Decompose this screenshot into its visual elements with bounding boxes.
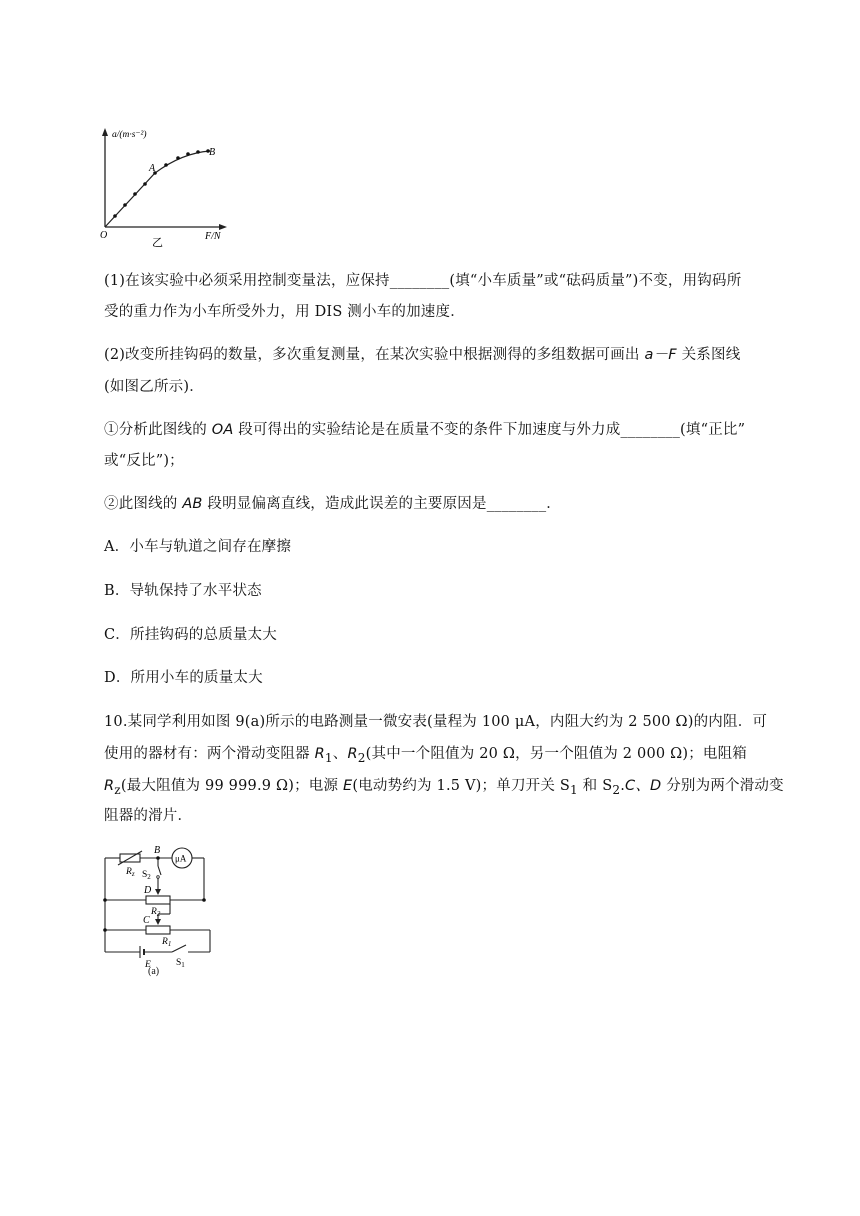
junction-dot [202,898,206,902]
option-d: D．所用小车的质量太大 [104,670,263,686]
point-b-label: B [209,147,216,158]
r2-subscript: 2 [357,750,366,765]
s1-switch [172,945,186,952]
a-f-curve [105,151,210,227]
r1-symbol: R [314,746,325,762]
question-10-line-2 [104,739,764,773]
subquestion-2-post: 段明显偏离直线，造成此误差的主要原因是________． [202,496,562,512]
circuit-caption: (a) [148,966,160,977]
s1-subscript: 1 [569,782,578,797]
option-c: C．所挂钩码的总质量太大 [104,627,277,643]
cd-symbols: C、D [625,778,662,794]
junction-dot [103,898,107,902]
subquestion-1-line-1 [104,415,764,445]
subquestion-2-pre: ②此图线的 [104,496,183,512]
data-point [186,152,190,156]
origin-label: O [100,230,108,241]
question-10-text: (电动势约为 1.5 V)；单刀开关 S [352,778,570,794]
junction-dot [156,856,160,860]
x-axis-label: F/N [205,231,221,242]
s2-subscript: 2 [612,782,621,797]
junction-dot [103,928,107,932]
data-point [196,150,200,154]
rz-symbol: R [104,778,115,794]
option-a: A．小车与轨道之间存在摩擦 [104,539,292,555]
question-10-text: 和 S [577,778,613,794]
rz-label: $R_z$ [126,867,135,878]
question-2-line-1 [104,340,764,370]
ab-variable: AB [182,496,203,512]
slider-d-arrow [155,889,161,895]
r1-label: $R_1$ [162,937,172,948]
r2-symbol: R [347,746,358,762]
y-axis-arrow [102,128,108,136]
data-point [113,214,117,218]
a-f-variable: a－F [644,347,677,363]
e-label: E [145,960,151,967]
y-axis-label: a/(m·s⁻²) [112,130,147,140]
e-symbol: E [343,778,353,794]
data-point [133,192,137,196]
question-1-line-1: (1)在该实验中必须采用控制变量法，应保持________(填“小车质量”或“砝码质量”)不变，用钩码所 [104,273,742,289]
question-2-line-2: (如图乙所示)． [104,379,204,395]
question-10-text: 使用的器材有：两个滑动变阻器 [104,746,315,762]
x-axis-arrow [219,224,227,230]
question-10-text: (其中一个阻值为 20 Ω，另一个阻值为 2 000 Ω)；电阻箱 [365,746,748,762]
slider-c-arrow [155,919,161,925]
question-1-line-2: 受的重力作为小车所受外力，用 DIS 测小车的加速度． [104,304,465,320]
c-label: C [143,915,150,926]
data-point [143,182,147,186]
circuit-diagram [100,842,212,967]
d-label: D [144,885,152,896]
oa-variable: OA [211,422,234,438]
question-10-line-1: 10.某同学利用如图 9(a)所示的电路测量一微安表(量程为 100 μA，内阻大约为 2 500 Ω)的内阻．可 [104,714,768,730]
subquestion-2 [104,489,764,519]
data-points [113,149,210,218]
data-point [164,163,168,167]
subquestion-1-pre: ①分析此图线的 [104,422,212,438]
rz-variable-arrow [118,851,142,865]
graph-caption: 乙 [152,237,163,249]
s2-switch [158,866,161,875]
subquestion-1-line-2: 或“反比”)； [104,453,184,469]
r2-label: $R_2$ [151,907,161,918]
data-point [123,203,127,207]
r1-resistor [146,926,170,934]
question-10-text: . [620,778,626,794]
rz-subscript: z [114,782,121,797]
a-f-graph [100,125,235,250]
point-a-label: A [149,163,156,174]
question-2-text-b: 关系图线 [676,347,741,363]
question-10-line-4: 阻器的滑片． [104,808,193,824]
s2-contact [157,876,160,879]
question-2-text-a: (2)改变所挂钩码的数量，多次重复测量，在某次实验中根据测得的多组数据可画出 [104,347,645,363]
s1-label: $S_1$ [176,958,185,967]
r1-subscript: 1 [324,750,333,765]
s2-label: $S_2$ [142,870,151,881]
b-label: B [154,845,161,856]
data-point [176,156,180,160]
microammeter-label: μA [175,853,187,864]
question-10-line-3 [104,771,784,805]
option-b: B．导轨保持了水平状态 [104,583,262,599]
r2-resistor [146,896,170,904]
question-10-text: (最大阻值为 99 999.9 Ω)；电源 [120,778,343,794]
subquestion-1-post: 段可得出的实验结论是在质量不变的条件下加速度与外力成________(填“正比” [233,422,746,438]
separator: 、 [332,746,348,762]
question-10-text: 分别为两个滑动变 [661,778,784,794]
